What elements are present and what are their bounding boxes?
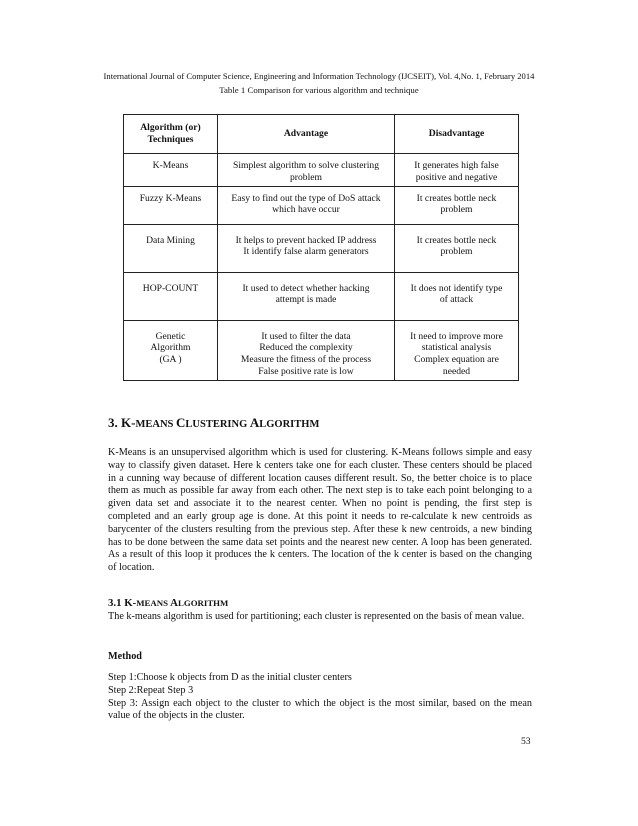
heading-part: 3.1 K- bbox=[108, 597, 137, 609]
table-cell-algorithm: HOP-COUNT bbox=[124, 272, 218, 320]
table-cell-advantage: Easy to find out the type of DoS attack which have occur bbox=[218, 186, 395, 224]
heading-part: MEANS bbox=[136, 598, 171, 608]
table-row bbox=[124, 320, 519, 380]
step-item: Step 1:Choose k objects from D as the initial cluster centers bbox=[108, 672, 352, 683]
table-row bbox=[124, 154, 519, 187]
section-3-heading bbox=[108, 415, 319, 431]
table-cell-disadvantage: It does not identify type of attack bbox=[395, 272, 519, 320]
table-cell-disadvantage: It need to improve more statistical analysis Complex equation are needed bbox=[395, 320, 519, 380]
method-label: Method bbox=[108, 651, 142, 662]
table-cell-advantage: It used to detect whether hacking attempt is made bbox=[218, 272, 395, 320]
table-row bbox=[124, 224, 519, 272]
table-row bbox=[124, 186, 519, 224]
comparison-table bbox=[123, 114, 519, 381]
table-cell-advantage: It helps to prevent hacked IP address It identify false alarm generators bbox=[218, 224, 395, 272]
section-3-1-paragraph: The k-means algorithm is used for partitioning; each cluster is represented on the basis of mean value. bbox=[108, 611, 525, 622]
header-disadvantage: Disadvantage bbox=[395, 115, 519, 154]
heading-part: A bbox=[249, 415, 260, 430]
heading-part: C bbox=[176, 415, 186, 430]
heading-part: LGORITHM bbox=[259, 419, 320, 430]
header-advantage: Advantage bbox=[218, 115, 395, 154]
heading-part: LUSTERING bbox=[185, 419, 250, 430]
table-row bbox=[124, 272, 519, 320]
table-caption: Table 1 Comparison for various algorithm and technique bbox=[219, 85, 419, 95]
heading-part: 3. K- bbox=[108, 415, 136, 430]
table-cell-algorithm: Fuzzy K-Means bbox=[124, 186, 218, 224]
heading-part: MEANS bbox=[135, 419, 176, 430]
section-3-1-heading bbox=[108, 597, 228, 609]
table-cell-algorithm: Data Mining bbox=[124, 224, 218, 272]
step-item: Step 2:Repeat Step 3 bbox=[108, 684, 194, 696]
page-number: 53 bbox=[521, 736, 531, 747]
header-algorithm: Algorithm (or) Techniques bbox=[124, 115, 218, 154]
table-cell-algorithm: Genetic Algorithm (GA ) bbox=[124, 320, 218, 380]
table-cell-advantage: It used to filter the data Reduced the complexity Measure the fitness of the process False positive rate is low bbox=[218, 320, 395, 380]
section-3-paragraph: K-Means is an unsupervised algorithm which is used for clustering. K-Means follows simple and easy way to classify given dataset. Here k centers take one for each cluster. These centers should be placed in a cunning way because of different location causes different result. So, the better choice is to place them as much as possible far away from each other. The next step is to take each point belonging to a given data set and associate it to the nearest center. When no point is pending, the first step is completed and an early group age is done. At this point it needs to re-calculate k new centroids as barycenter of the clusters resulting from the previous step. After these k new centroids, a new binding has to be done between the same data set points and the nearest new center. A loop has been generated. As a result of this loop it produces the k centers. The location of the k center is based on the changing of location. bbox=[108, 447, 532, 574]
table-cell-advantage: Simplest algorithm to solve clustering problem bbox=[218, 154, 395, 187]
table-header-row bbox=[124, 115, 519, 154]
running-header: International Journal of Computer Science, Engineering and Information Technology (IJCSEIT), Vol. 4,No. 1, February 2014 bbox=[103, 71, 535, 81]
table-cell-disadvantage: It creates bottle neck problem bbox=[395, 224, 519, 272]
table-cell-disadvantage: It generates high false positive and negative bbox=[395, 154, 519, 187]
method-steps bbox=[108, 672, 532, 723]
table-cell-algorithm: K-Means bbox=[124, 154, 218, 187]
heading-part: A bbox=[170, 597, 178, 609]
step-item: Step 3: Assign each object to the cluster to which the object is the most similar, based on the mean value of the objects in the cluster. bbox=[108, 697, 532, 722]
heading-part: LGORITHM bbox=[177, 598, 229, 608]
table-cell-disadvantage: It creates bottle neck problem bbox=[395, 186, 519, 224]
